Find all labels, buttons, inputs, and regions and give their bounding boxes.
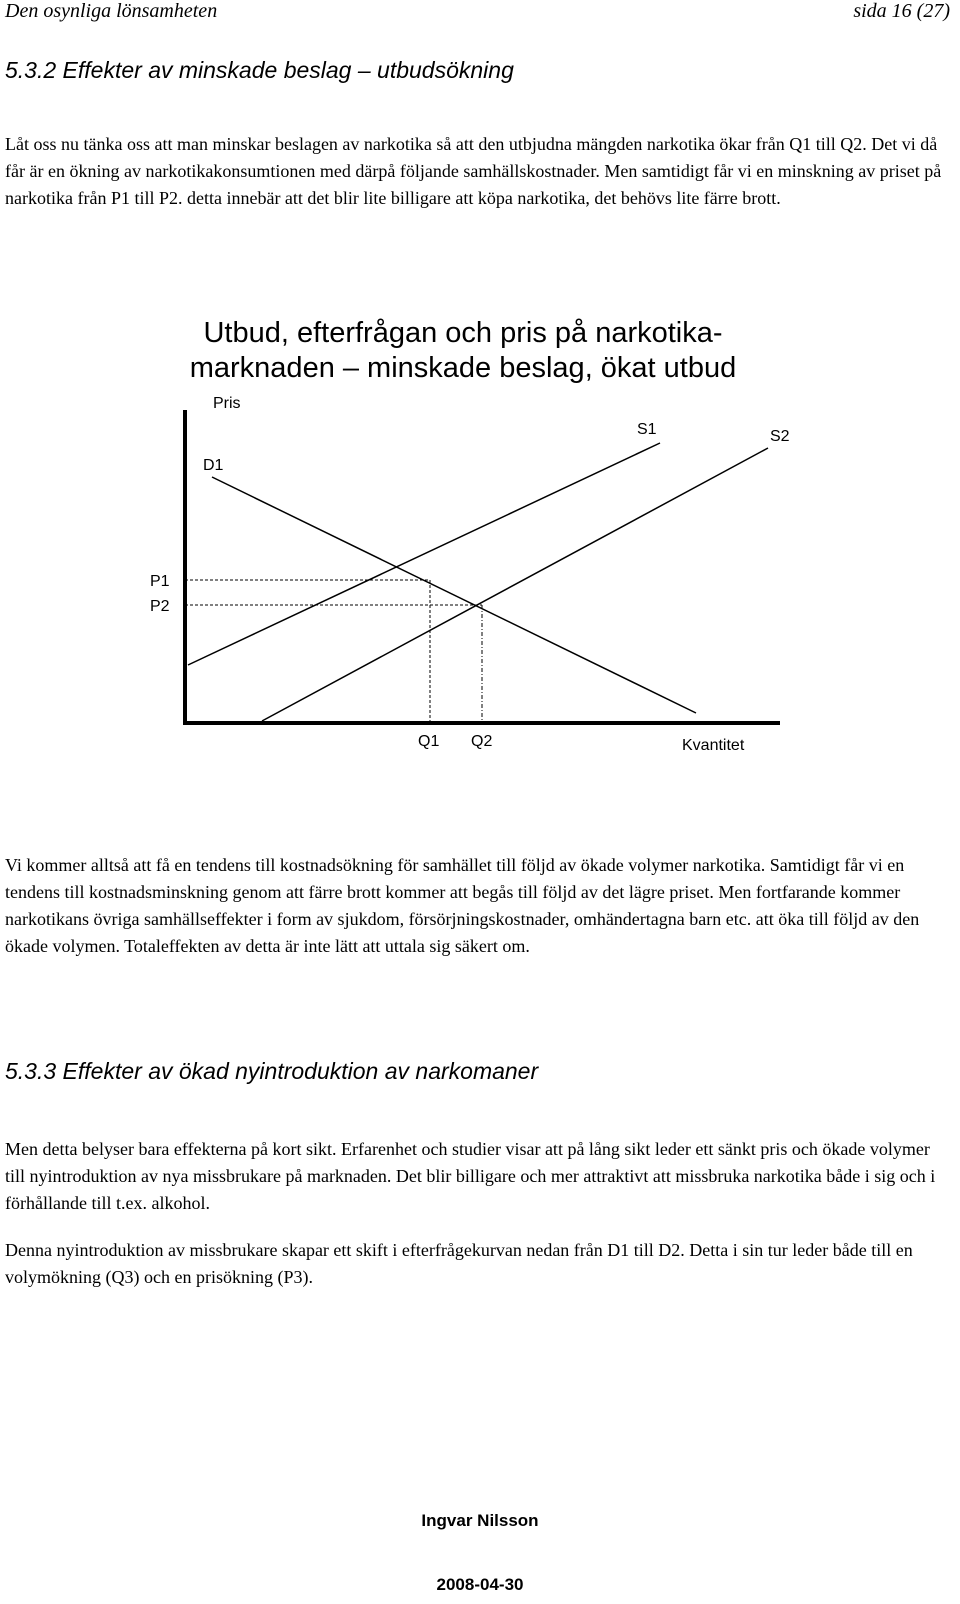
chart-title-line-1: Utbud, efterfrågan och pris på narkotika- — [203, 317, 723, 349]
y-axis-label: Pris — [213, 395, 241, 412]
label-s2: S2 — [770, 428, 790, 445]
section-heading-5-3-3: 5.3.3 Effekter av ökad nyintroduktion av narkomaner — [5, 1058, 539, 1084]
chart-title-line-2: marknaden – minskade beslag, ökat utbud — [189, 352, 737, 384]
page-number: sida 16 (27) — [853, 0, 950, 22]
section-heading-5-3-2: 5.3.2 Effekter av minskade beslag – utbudsökning — [5, 57, 514, 83]
footer-author: Ingvar Nilsson — [421, 1511, 539, 1530]
supply-curve-s1 — [188, 443, 660, 665]
label-p1: P1 — [150, 573, 170, 590]
document-title: Den osynliga lönsamheten — [5, 0, 218, 22]
label-s1: S1 — [637, 421, 657, 438]
paragraph-long-term: Men detta belyser bara effekterna på kort sikt. Erfarenhet och studier visar att på lång sikt leder ett sänkt pris och ökade volymer till nyintroduktion av nya missbrukare på marknaden. Det blir billigare och mer attraktivt att missbruka narkotika både i sig och i förhållande till t.ex. alkohol. — [5, 1139, 936, 1213]
paragraph-conclusion: Vi kommer alltså att få en tendens till kostnadsökning för samhället till följd av ökade volymer narkotika. Samtidigt får vi en tendens till kostnadsminskning genom att färre brott kommer att begås till följd av det lägre priset. Men fortfarande kommer narkotikans övriga samhällseffekter i form av sjukdom, försörjningskostnader, omhändertagna barn etc. att öka till följd av den ökade volymen. Totaleffekten av detta är inte lätt att uttala sig säkert om. — [5, 855, 920, 956]
paragraph-intro: Låt oss nu tänka oss att man minskar beslagen av narkotika så att den utbjudna mängden narkotika ökar från Q1 till Q2. Det vi då får är en ökning av narkotikakonsumtionen med därpå följande samhällskostnader. Men samtidigt får vi en minskning av priset på narkotika från P1 till P2. detta innebär att det blir lite billigare att köpa narkotika, det behövs lite färre brott. — [5, 134, 942, 208]
supply-demand-chart — [150, 315, 790, 765]
paragraph-demand-shift: Denna nyintroduktion av missbrukare skapar ett skift i efterfrågekurvan nedan från D1 till D2. Detta i sin tur leder både till en volymökning (Q3) och en prisökning (P3). — [5, 1240, 913, 1287]
label-q2: Q2 — [471, 733, 493, 750]
label-d1: D1 — [203, 457, 224, 474]
page-header — [5, 0, 950, 26]
footer-date: 2008-04-30 — [436, 1575, 524, 1594]
supply-curve-s2 — [262, 448, 768, 721]
demand-curve-d1 — [212, 477, 696, 713]
label-q1: Q1 — [418, 733, 440, 750]
x-axis-label: Kvantitet — [682, 737, 745, 754]
label-p2: P2 — [150, 598, 170, 615]
